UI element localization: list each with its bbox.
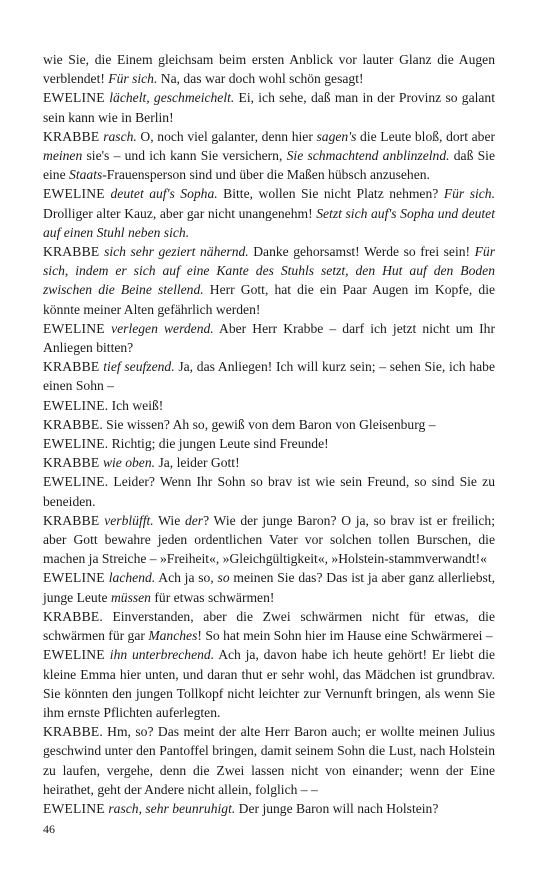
- stage-direction: verlegen werdend.: [111, 320, 214, 336]
- stage-direction: lächelt, geschmeichelt.: [109, 90, 235, 106]
- dialogue-text: Ei, ich sehe, daß man in der Provinz so galant sein kann wie in Berlin!: [43, 90, 496, 125]
- dialogue-text: . Einverstanden, aber die Zwei schwärmen nicht für etwas, die schwärmen für gar: [43, 608, 495, 644]
- speaker-name: KRABBE: [43, 512, 105, 528]
- dialogue-text: -Frauensperson sind und über die Maßen hübsch anzusehen.: [102, 167, 430, 183]
- dialogue-text: ! So hat mein Sohn hier im Hause eine Schwärmerei –: [197, 628, 493, 644]
- speaker-name: EWELINE: [43, 647, 110, 663]
- dialogue-text: . Sie wissen? Ah so, gewiß von dem Baron von Gleisenburg –: [99, 416, 436, 432]
- dialogue-text: sie's – und ich kann Sie versichern,: [82, 148, 287, 164]
- dialogue-paragraph: [43, 242, 495, 319]
- speaker-name: KRABBE: [43, 244, 105, 260]
- dialogue-paragraph: [43, 568, 495, 606]
- dialogue-text: Ja, leider Gott!: [155, 455, 240, 471]
- dialogue-paragraph: [43, 607, 495, 645]
- speaker-name: EWELINE: [43, 800, 109, 816]
- stage-direction: Staats: [69, 167, 103, 183]
- stage-direction: Manches: [148, 628, 198, 644]
- speaker-name: EWELINE: [43, 186, 111, 202]
- stage-direction: Für sich.: [443, 186, 495, 202]
- dialogue-paragraph: [43, 722, 495, 799]
- page-body: [43, 50, 495, 818]
- speaker-name: KRABBE: [43, 359, 104, 375]
- stage-direction: sich sehr geziert nähernd.: [104, 244, 249, 260]
- speaker-name: EWELINE: [43, 570, 109, 586]
- dialogue-text: Drolliger alter Kauz, aber gar nicht unangenehm!: [43, 205, 317, 221]
- stage-direction: meinen: [43, 148, 83, 164]
- speaker-name: KRABBE: [43, 608, 100, 624]
- speaker-name: EWELINE: [43, 90, 110, 106]
- dialogue-paragraph: [43, 184, 495, 242]
- speaker-name: KRABBE: [43, 455, 103, 471]
- dialogue-paragraph: [43, 472, 495, 510]
- dialogue-text: . Hm, so? Das meint der alte Herr Baron auch; er wollte meinen Julius geschwind unter den Pantoffel bringen, damit seinem Sohn die Lust, nach Holstein zu laufen, vergehe, denn die Zwei lassen nicht von einander; wenn der Eine heirathet, geht der Andere nicht allein, folglich – –: [43, 724, 495, 797]
- stage-direction: der: [184, 512, 204, 528]
- speaker-name: EWELINE: [43, 397, 105, 413]
- dialogue-text: . Richtig; die jungen Leute sind Freunde!: [104, 436, 329, 452]
- dialogue-text: Ja, das Anliegen! Ich will kurz sein; – sehen Sie, ich habe einen Sohn –: [43, 359, 496, 394]
- dialogue-paragraph: [43, 415, 495, 434]
- dialogue-text: Ach ja, davon habe ich heute gehört! Er liebt die kleine Emma hier unten, und daran thut er sehr wohl, das Mädchen ist grundbrav. Sie könnten den jungen Tollkopf nicht leichter zur Vernunft bringen, als wenn Sie ihm ernste Pflichten auferlegten.: [43, 647, 496, 720]
- dialogue-paragraph: [43, 88, 495, 126]
- stage-direction: rasch, sehr beunruhigt.: [108, 800, 236, 816]
- dialogue-text: Ach ja so,: [155, 570, 218, 586]
- dialogue-text: Herr Gott, hat die ein Paar Augen im Kopfe, die könnte meiner Alten gefährlich werden!: [43, 282, 496, 317]
- dialogue-paragraph: [43, 645, 495, 722]
- stage-direction: ihn unterbrechend.: [109, 647, 215, 663]
- dialogue-paragraph: [43, 127, 495, 185]
- dialogue-text: Na, das war doch wohl schön gesagt!: [157, 71, 364, 87]
- dialogue-text: Bitte, wollen Sie nicht Platz nehmen?: [217, 186, 444, 202]
- stage-direction: Setzt sich auf's Sopha und deutet auf einen Stuhl neben sich.: [43, 205, 495, 240]
- stage-direction: sagen's: [316, 128, 357, 144]
- dialogue-text: Aber Herr Krabbe – darf ich jetzt nicht um Ihr Anliegen bitten?: [43, 320, 496, 356]
- stage-direction: Für sich, indem er sich auf eine Kante des Stuhls setzt, den Hut auf den Boden zwischen die Beine stellend.: [43, 244, 495, 298]
- stage-direction: so: [217, 570, 230, 586]
- dialogue-paragraph: [43, 396, 495, 415]
- dialogue-text: Danke gehorsamst! Werde so frei sein!: [248, 244, 475, 260]
- stage-direction: wie oben.: [102, 455, 156, 471]
- stage-direction: Sie schmachtend anblinzelnd.: [286, 148, 450, 164]
- stage-direction: deutet auf's Sopha.: [110, 186, 218, 202]
- speaker-name: KRABBE: [43, 724, 100, 740]
- page-number: 46: [43, 822, 55, 836]
- dialogue-text: O, noch viel galanter, denn hier: [136, 128, 317, 144]
- dialogue-paragraph: [43, 511, 495, 569]
- dialogue-text: wie Sie, die Einem gleichsam beim ersten Anblick vor lauter Glanz die Augen verblendet!: [43, 52, 495, 87]
- dialogue-text: Wie: [153, 512, 185, 528]
- dialogue-paragraph: [43, 799, 495, 818]
- stage-direction: müssen: [110, 589, 151, 605]
- stage-direction: Für sich.: [108, 71, 158, 87]
- stage-direction: tief seufzend.: [103, 359, 175, 375]
- dialogue-text: die Leute bloß, dort aber: [356, 128, 496, 144]
- speaker-name: KRABBE: [43, 128, 104, 144]
- dialogue-paragraph: [43, 434, 495, 453]
- speaker-name: EWELINE: [43, 320, 112, 336]
- dialogue-paragraph: [43, 319, 495, 357]
- dialogue-text: . Ich weiß!: [104, 397, 164, 413]
- dialogue-text: ? Wie der junge Baron? O ja, so brav ist er freilich; aber Gott bewahre jeden ordentlichen Vater vor solchen tollen Burschen, die machen ja Streiche – »Freiheit«, »Gleichgültigkeit«, »Holstein-stammverwandt!«: [43, 512, 496, 567]
- speaker-name: EWELINE: [43, 474, 105, 490]
- dialogue-text: Der junge Baron will nach Holstein?: [235, 800, 439, 816]
- dialogue-text: daß Sie eine: [43, 148, 495, 183]
- dialogue-paragraph: [43, 357, 495, 395]
- dialogue-paragraph: [43, 50, 495, 88]
- stage-direction: lachend.: [108, 570, 156, 586]
- dialogue-paragraph: [43, 453, 495, 472]
- speaker-name: KRABBE: [43, 416, 100, 432]
- dialogue-text: meinen Sie das? Das ist ja aber ganz allerliebst, junge Leute: [43, 570, 496, 605]
- stage-direction: verblüfft.: [104, 512, 154, 528]
- speaker-name: EWELINE: [43, 436, 105, 452]
- dialogue-text: . Leider? Wenn Ihr Sohn so brav ist wie sein Freund, so sind Sie zu beneiden.: [43, 474, 495, 509]
- dialogue-text: für etwas schwärmen!: [150, 589, 275, 605]
- stage-direction: rasch.: [103, 128, 137, 144]
